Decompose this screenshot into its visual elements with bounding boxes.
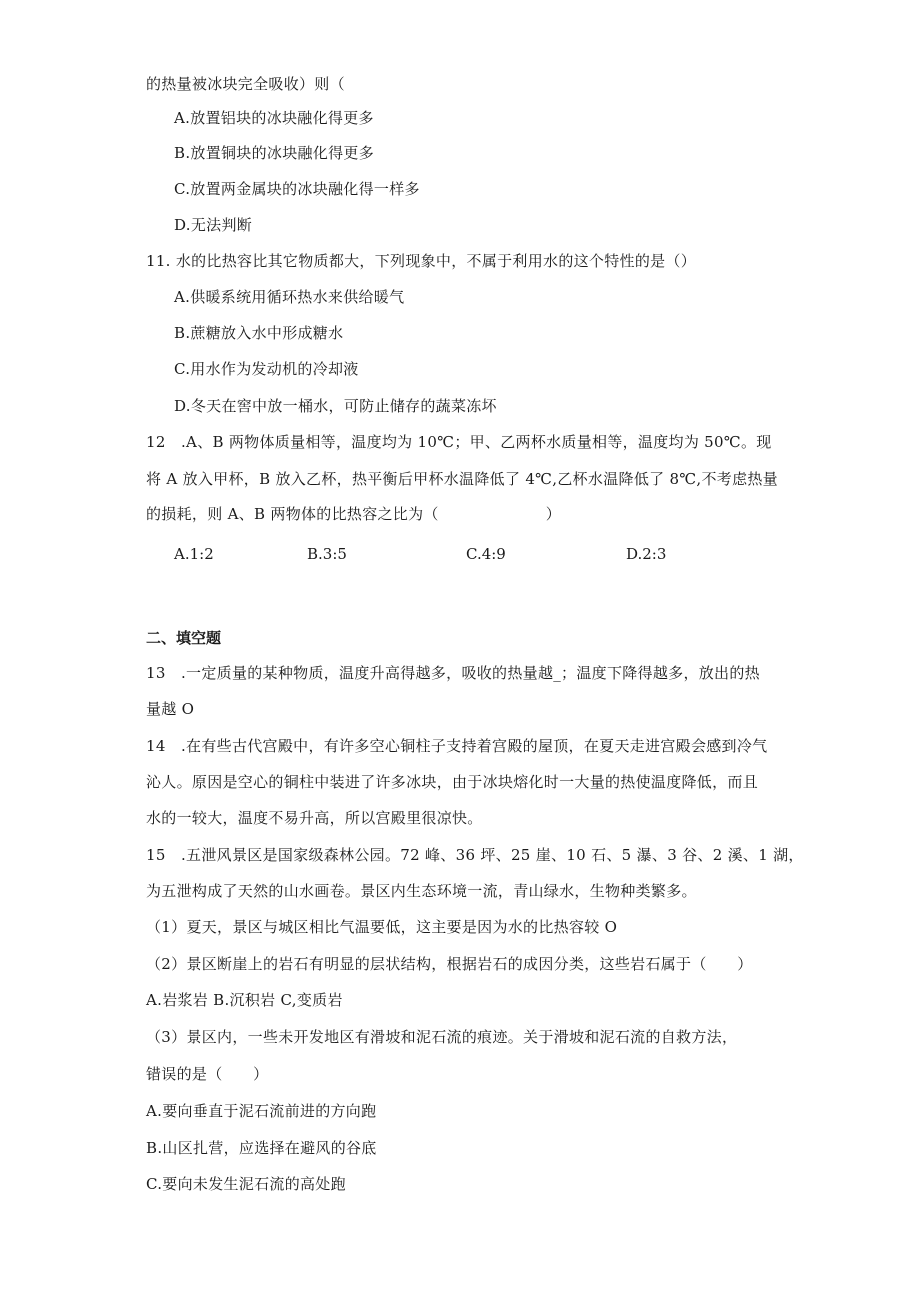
q15-sub1: （1）夏天，景区与城区相比气温要低，这主要是因为水的比热容较 O xyxy=(146,918,618,936)
q12-line-1: 12 .A、B 两物体质量相等，温度均为 10℃；甲、乙两杯水质量相等，温度均为 50℃。现 xyxy=(146,433,772,451)
section-title-fill-in: 二、填空题 xyxy=(146,629,222,647)
q14-line-3: 水的一较大，温度不易升高，所以宫殿里很凉快。 xyxy=(146,809,483,827)
q12-line-2: 将 A 放入甲杯，B 放入乙杯，热平衡后甲杯水温降低了 4℃,乙杯水温降低了 8℃,不考虑热量 xyxy=(146,470,778,488)
q15-sub3-line-1: （3）景区内，一些未开发地区有滑坡和泥石流的痕迹。关于滑坡和泥石流的自救方法， xyxy=(146,1028,738,1046)
q15-sub2-options: A.岩浆岩 B.沉积岩 C,变质岩 xyxy=(146,991,343,1009)
q10-option-a: A.放置铝块的冰块融化得更多 xyxy=(174,109,374,127)
q15-sub2: （2）景区断崖上的岩石有明显的层状结构，根据岩石的成因分类，这些岩石属于（ ） xyxy=(146,955,753,973)
q12-line-3: 的损耗，则 A、B 两物体的比热容之比为（ ） xyxy=(146,505,562,523)
q13-line-2: 量越 O xyxy=(146,700,195,718)
q11-option-b: B.蔗糖放入水中形成糖水 xyxy=(174,324,344,342)
q12-option-b: B.3:5 xyxy=(307,545,347,563)
q12-option-c: C.4:9 xyxy=(466,545,506,563)
q11-stem: 11. 水的比热容比其它物质都大，下列现象中，不属于利用水的这个特性的是（） xyxy=(146,252,697,270)
q10-continuation: 的热量被冰块完全吸收）则（ xyxy=(146,75,345,93)
q15-line-1: 15 .五泄风景区是国家级森林公园。72 峰、36 坪、25 崖、10 石、5 瀑、3 谷、2 溪、1 湖， xyxy=(146,846,804,864)
q10-option-b: B.放置铜块的冰块融化得更多 xyxy=(174,144,374,162)
q11-option-d: D.冬天在窖中放一桶水，可防止储存的蔬菜冻坏 xyxy=(174,397,497,415)
q15-sub3-option-a: A.要向垂直于泥石流前进的方向跑 xyxy=(146,1102,377,1120)
q15-sub3-option-b: B.山区扎营，应选择在避风的谷底 xyxy=(146,1139,377,1157)
q13-line-1: 13 .一定质量的某种物质，温度升高得越多，吸收的热量越_；温度下降得越多，放出的热 xyxy=(146,664,760,682)
q11-option-c: C.用水作为发动机的冷却液 xyxy=(174,360,359,378)
q12-option-d: D.2:3 xyxy=(626,545,667,563)
q15-sub3-option-c: C.要向未发生泥石流的高处跑 xyxy=(146,1175,346,1193)
q10-option-d: D.无法判断 xyxy=(174,216,253,234)
q10-option-c: C.放置两金属块的冰块融化得一样多 xyxy=(174,180,420,198)
q15-line-2: 为五泄构成了天然的山水画卷。景区内生态环境一流，青山绿水，生物种类繁多。 xyxy=(146,882,697,900)
q11-option-a: A.供暖系统用循环热水来供给暖气 xyxy=(174,288,405,306)
q15-sub3-line-2: 错误的是（ ） xyxy=(146,1065,269,1083)
q14-line-1: 14 .在有些古代宫殿中，有许多空心铜柱子支持着宫殿的屋顶，在夏天走进宫殿会感到冷气 xyxy=(146,737,768,755)
q12-option-a: A.1:2 xyxy=(174,545,214,563)
q14-line-2: 沁人。原因是空心的铜柱中装进了许多冰块，由于冰块熔化时一大量的热使温度降低，而且 xyxy=(146,773,759,791)
